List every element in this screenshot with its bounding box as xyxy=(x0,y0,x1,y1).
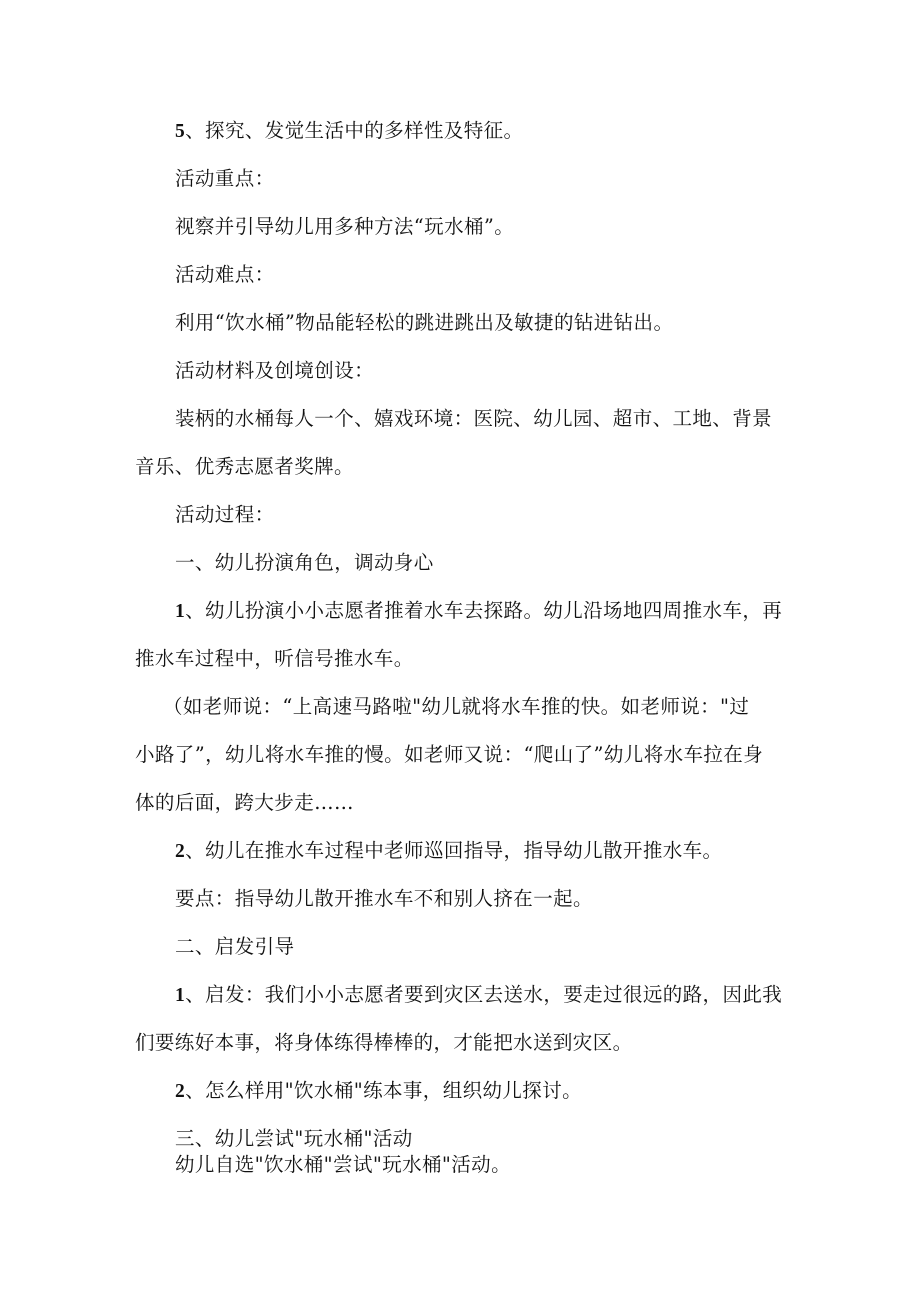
item-number: 2 xyxy=(175,841,186,862)
heading-activity-focus: 活动重点： xyxy=(175,167,275,190)
paragraph-text: 幼儿自选"饮水桶"尝试"玩水桶"活动。 xyxy=(175,1153,511,1176)
paragraph-item-5 xyxy=(175,120,523,143)
item-number: 1 xyxy=(175,601,186,622)
item-number: 1 xyxy=(175,985,186,1006)
paragraph-text-continued: 们要练好本事，将身体练得棒棒的，才能把水送到灾区。 xyxy=(135,1031,633,1054)
paragraph-item-1 xyxy=(175,600,782,623)
paragraph-item-2 xyxy=(175,840,722,863)
section-heading-three: 三、幼儿尝试"玩水桶"活动 xyxy=(175,1127,413,1150)
section-heading-one: 一、幼儿扮演角色，调动身心 xyxy=(175,551,434,574)
paragraph-text: 要点：指导幼儿散开推水车不和别人挤在一起。 xyxy=(175,887,593,910)
paragraph-text: 利用“饮水桶”物品能轻松的跳进跳出及敏捷的钻进钻出。 xyxy=(175,311,674,334)
section-heading-two: 二、启发引导 xyxy=(175,935,295,958)
paragraph-text: 、探究、发觉生活中的多样性及特征。 xyxy=(185,119,524,142)
item-number: 2 xyxy=(175,1081,186,1102)
paragraph-text: 装柄的水桶每人一个、嬉戏环境：医院、幼儿园、超市、工地、背景 xyxy=(175,407,773,430)
paragraph-text: 、幼儿扮演小小志愿者推着水车去探路。幼儿沿场地四周推水车，再 xyxy=(185,599,783,622)
paragraph-text-continued: 音乐、优秀志愿者奖牌。 xyxy=(135,455,354,478)
paragraph-text-continued: 体的后面，跨大步走…… xyxy=(135,791,354,814)
heading-activity-difficulty: 活动难点： xyxy=(175,263,275,286)
paragraph-text: 、怎么样用"饮水桶"练本事，组织幼儿探讨。 xyxy=(185,1079,582,1102)
heading-materials: 活动材料及创境创设： xyxy=(175,359,375,382)
item-number: 5 xyxy=(175,121,186,142)
paragraph-text-continued: 小路了”，幼儿将水车推的慢。如老师又说：“爬山了”幼儿将水车拉在身 xyxy=(135,743,764,766)
paragraph-item-2 xyxy=(175,1080,582,1103)
paragraph-text-continued: 推水车过程中，听信号推水车。 xyxy=(135,647,414,670)
paragraph-item-1 xyxy=(175,984,782,1007)
paragraph-text: （如老师说：“上高速马路啦"幼儿就将水车推的快。如老师说："过 xyxy=(163,695,750,718)
paragraph-text: 、幼儿在推水车过程中老师巡回指导，指导幼儿散开推水车。 xyxy=(185,839,723,862)
heading-process: 活动过程： xyxy=(175,503,275,526)
paragraph-text: 、启发：我们小小志愿者要到灾区去送水，要走过很远的路，因此我 xyxy=(185,983,783,1006)
paragraph-text: 视察并引导幼儿用多种方法“玩水桶”。 xyxy=(175,215,515,238)
